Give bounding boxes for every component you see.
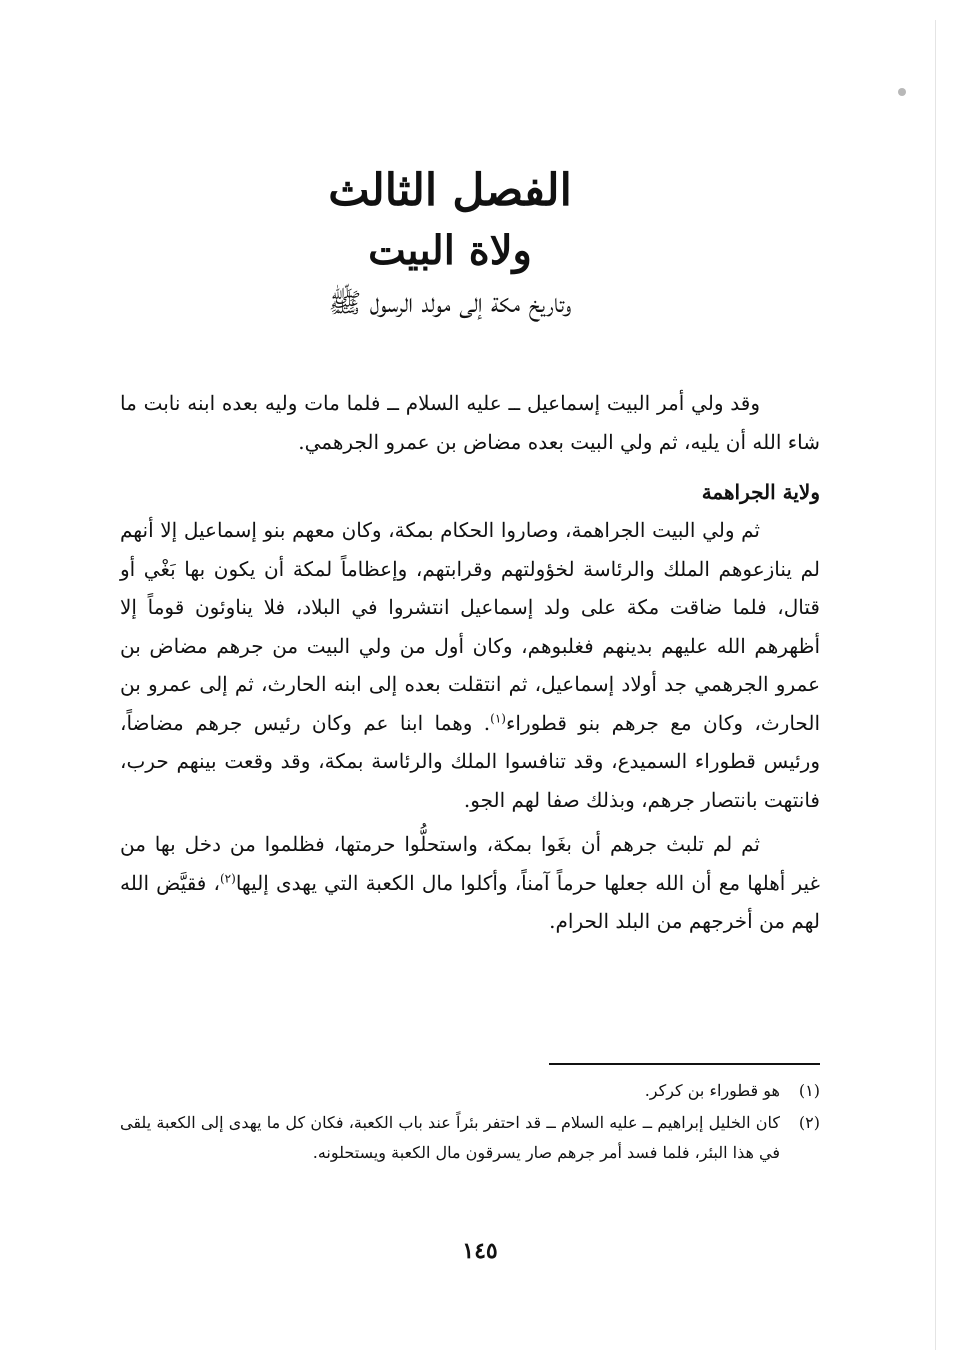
chapter-subtitle: ولاة البيت — [368, 227, 532, 274]
paragraph-2 — [120, 511, 820, 819]
paragraph-1: وقد ولي أمر البيت إسماعيل ــ عليه السلام ــ فلما مات وليه بعده ابنه نابت ما شاء الله أن يليه، ثم ولي البيت بعده مضاض بن عمرو الجرهمي. — [120, 391, 820, 454]
footnote-1 — [120, 1076, 820, 1106]
footnote-2-text: كان الخليل إبراهيم ــ عليه السلام ــ قد احتفر بئراً عند باب الكعبة، فكان كل ما يهدى إلى الكعبة يلقى في هذا البئر، فلما فسد أمر جرهم صار يسرقون مال الكعبة ويستحلونه. — [120, 1113, 780, 1162]
footnote-1-number: (١) — [798, 1081, 820, 1100]
main-text — [120, 384, 820, 941]
chapter-title: الفصل الثالث — [328, 165, 572, 216]
page-number: ١٤٥ — [462, 1238, 498, 1264]
chapter-header — [250, 160, 650, 328]
paragraph-2-text-b: . وهما ابنا عم وكان رئيس جرهم مضاضاً، ورئيس قطوراء السميدع، وقد تنافسوا الملك والرئاسة بمكة، وقد وقعت بينهم حرب، فانتهت بانتصار جرهم، وبذلك صفا لهم الجو. — [120, 710, 820, 812]
section-heading: ولاية الجراهمة — [701, 480, 820, 504]
paragraph-3-text-b: ، فقيَّض الله لهم من أخرجهم من البلد الحرام. — [120, 870, 820, 933]
footnotes — [120, 1076, 820, 1170]
footnote-1-text: هو قطوراء بن كركر. — [644, 1081, 780, 1100]
page-edge-line — [935, 20, 936, 1350]
paragraph-3 — [120, 825, 820, 941]
footnote-ref-1: (١) — [490, 710, 506, 725]
footnote-2 — [120, 1108, 820, 1168]
chapter-tagline: وتاريخ مكة إلى مولد الرسول ﷺ — [328, 288, 572, 319]
footnote-ref-2: (٢) — [219, 870, 236, 885]
paragraph-3-text-a: ثم لم تلبث جرهم أن بغَوا بمكة، واستحلُّوا حرمتها، فظلموا من دخل بها من غير أهلها مع أن الله جعلها حرماً آمناً، وأكلوا مال الكعبة التي يهدى إليها — [120, 832, 820, 895]
footnote-2-number: (٢) — [798, 1113, 820, 1132]
footnote-divider — [549, 1063, 820, 1065]
corner-mark — [898, 88, 906, 96]
paragraph-2-text-a: ثم ولي البيت الجراهمة، وصاروا الحكام بمكة، وكان معهم بنو إسماعيل إلا أنهم لم ينازعوهم الملك والرئاسة لخؤولتهم وقرابتهم، وإعظاماً لمكة أن يكون بها بَغْي أو قتال، فلما ضاقت مكة على ولد إسماعيل انتشروا في البلاد، فلا يناوئون قوماً إلا أظهرهم الله عليهم بدينهم فغلبوهم، وكان أول من ولي البيت من جرهم مضاض بن عمرو الجرهمي جد أولاد إسماعيل، ثم انتقلت بعده إلى ابنه الحارث، ثم إلى عمرو بن الحارث، وكان مع جرهم بنو قطوراء — [120, 518, 820, 735]
